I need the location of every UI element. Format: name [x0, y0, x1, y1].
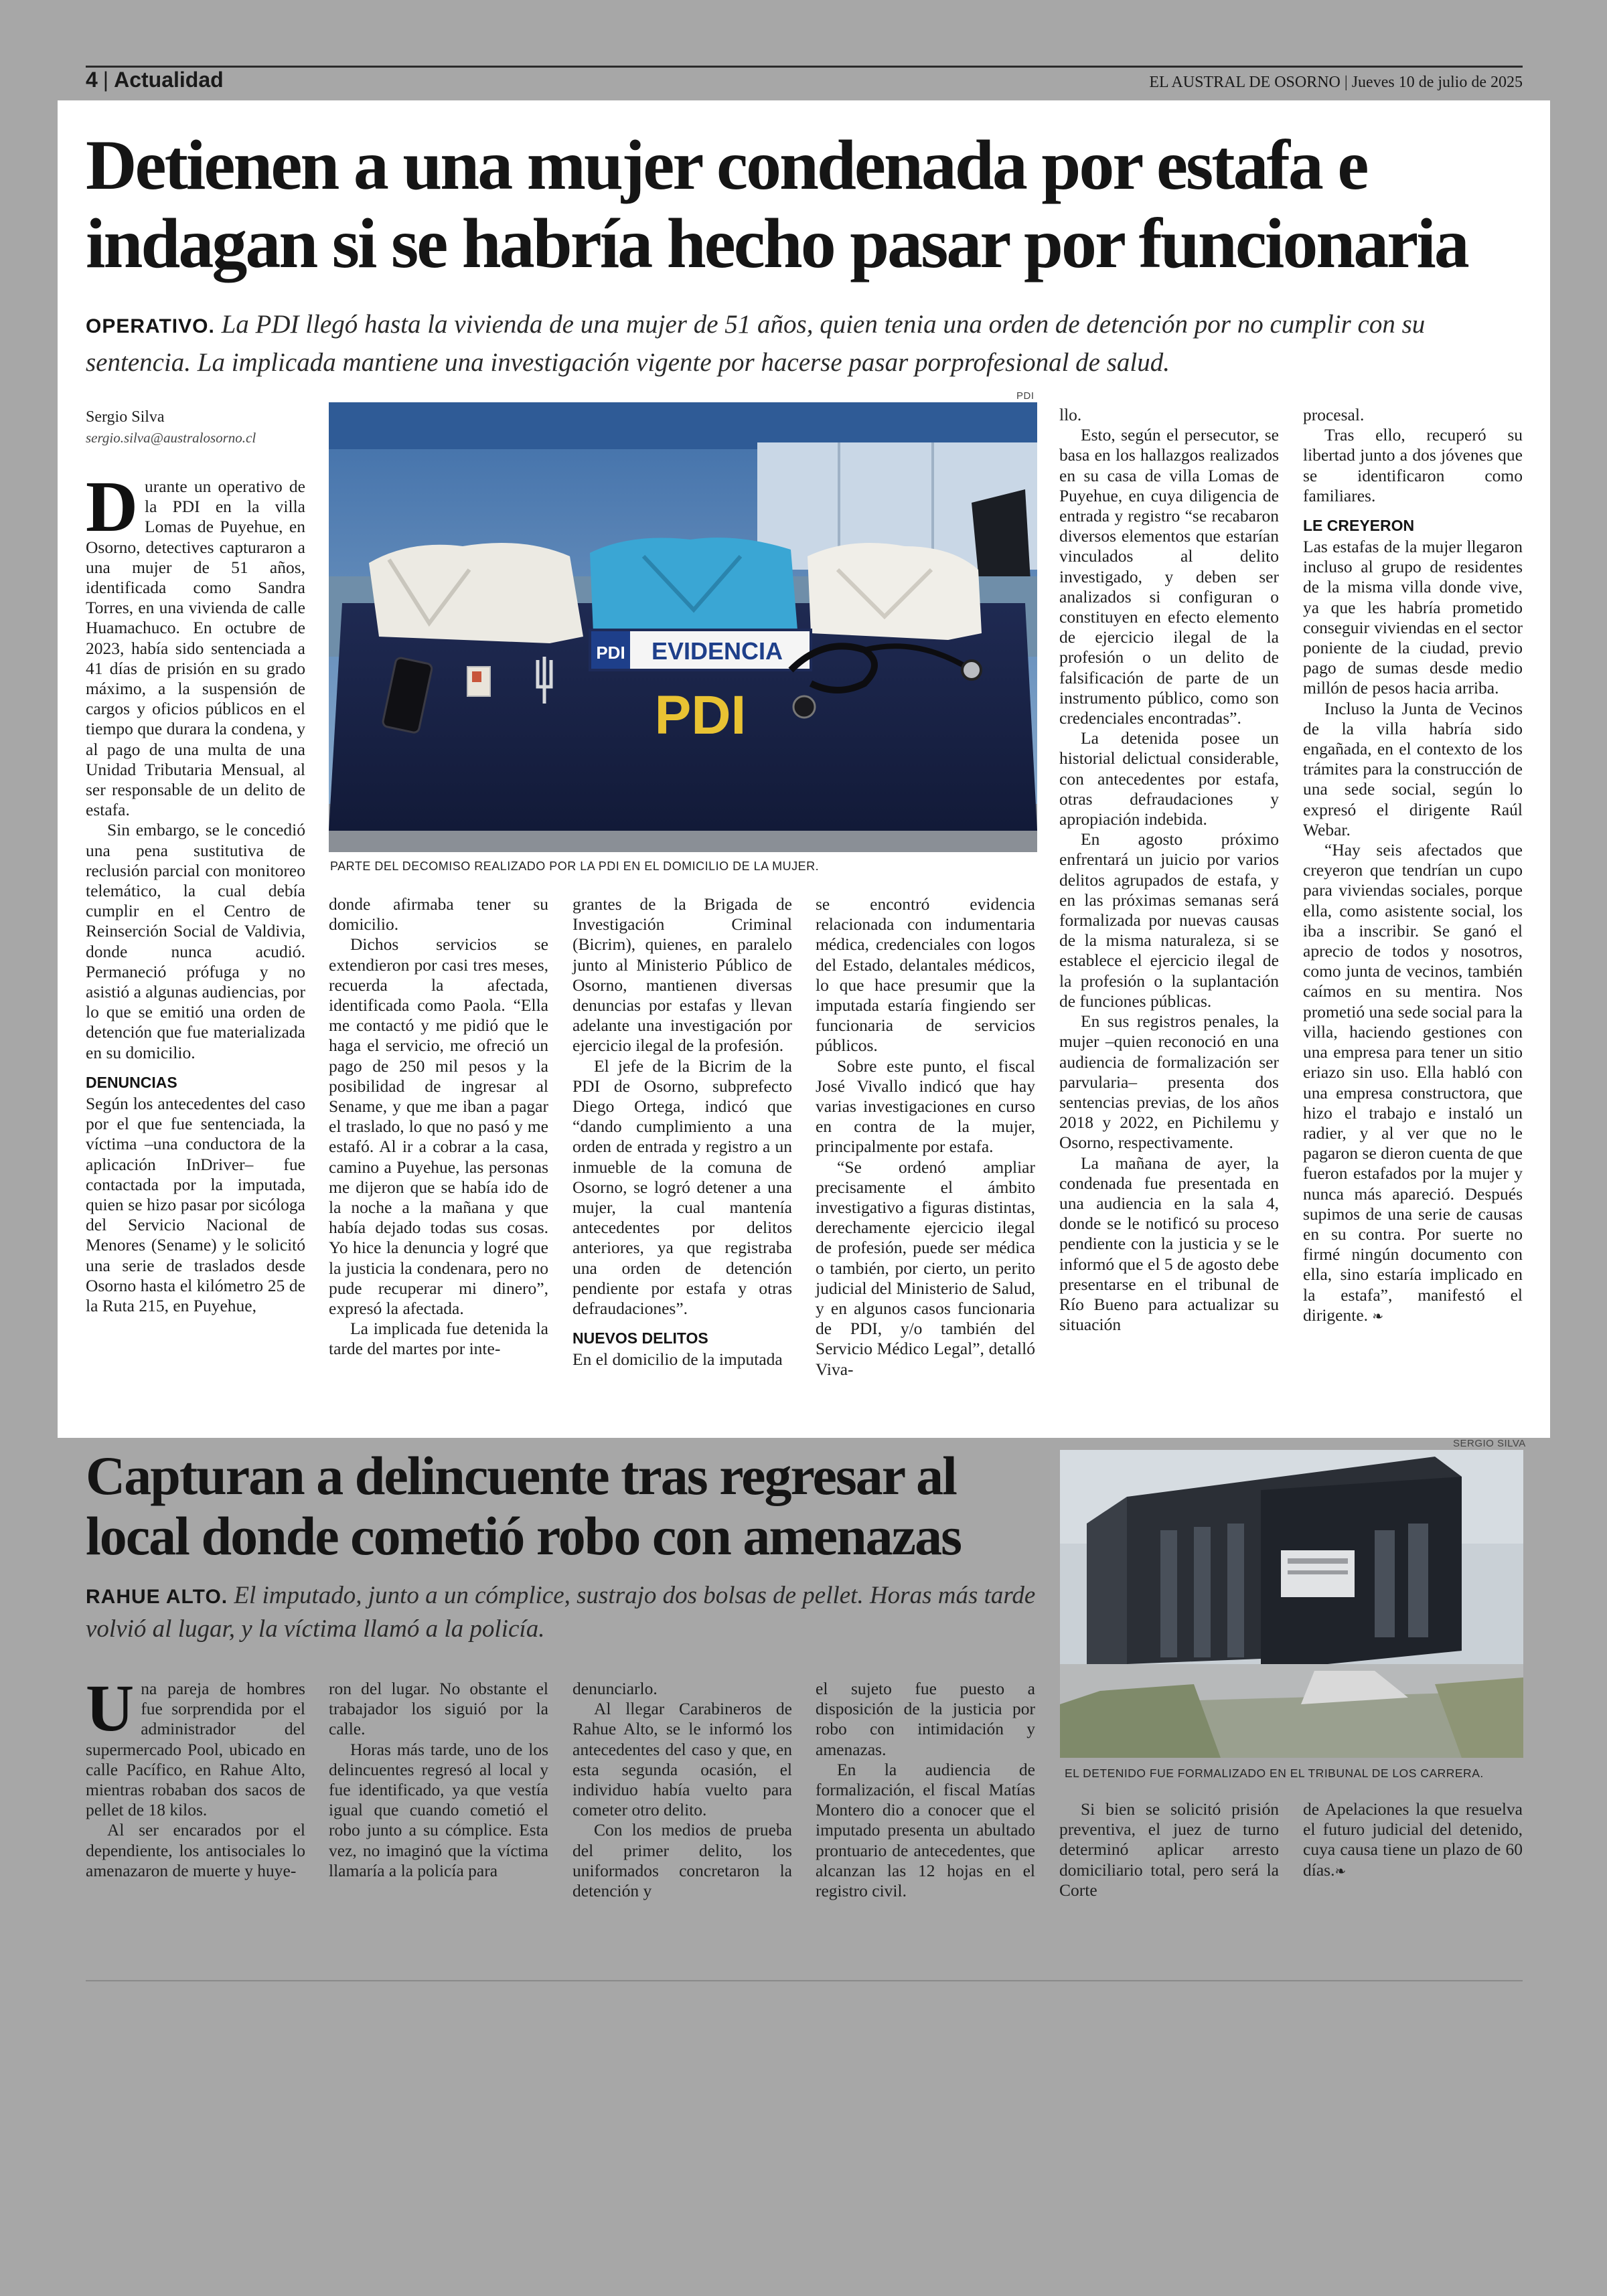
- svg-text:PDI: PDI: [596, 643, 625, 663]
- paragraph: Las estafas de la mujer llegaron incluso al grupo de residentes de la misma villa donde vive, ya que les habría prometido conseguir viviendas en el sector poniente de la ciudad, previo pago de sumas desde medio millón de pesos hacia arriba.: [1303, 537, 1523, 698]
- article2-column-3: [572, 1679, 792, 1901]
- paragraph: La mañana de ayer, la condenada fue presentada en una audiencia en la sala 4, donde se le notificó su proceso pendiente con la justicia y se le informó que el 5 de agosto debe presentarse en el tribunal de Río Bueno para actualizar su situación: [1059, 1153, 1279, 1335]
- article-column-2: [329, 894, 548, 1360]
- paragraph: En el domicilio de la imputada: [572, 1349, 783, 1370]
- bottom-rule: [86, 1980, 1523, 1981]
- article2-dek: [86, 1580, 1037, 1645]
- paragraph: Si bien se solicitó prisión preventiva, el juez de turno determinó aplicar arresto domiciliario total, pero será la Corte: [1059, 1799, 1279, 1900]
- byline-email[interactable]: sergio.silva@australosorno.cl: [86, 430, 256, 446]
- article2-column-1: [86, 1671, 305, 1881]
- paragraph: Con los medios de prueba del primer delito, los uniformados concretaron la detención y: [572, 1820, 792, 1901]
- page-header-publication: EL AUSTRAL DE OSORNO | Jueves 10 de julio de 2025: [1149, 74, 1523, 91]
- dek-kicker: OPERATIVO.: [86, 315, 215, 337]
- article-column-6: [1303, 405, 1523, 1326]
- article2-column-6: [1303, 1799, 1523, 1881]
- paragraph: La implicada fue detenida la tarde del martes por inte-: [329, 1319, 548, 1359]
- article2-column-5: [1059, 1799, 1279, 1900]
- lead-paragraph: Una pareja de hombres fue sorprendida por el administrador del supermercado Pool, ubicado en calle Pacífico, en Rahue Alto, mientras robaban dos sacos de pellet de 18 kilos.: [86, 1671, 305, 1820]
- paragraph: Horas más tarde, uno de los delincuentes regresó al local y fue identificado, ya que vestía igual que cuando cometió el robo junto a su cómplice. Esta vez, no imaginó que la víctima llamaría a la policía para: [329, 1739, 548, 1880]
- paragraph: Al llegar Carabineros de Rahue Alto, se le informó los antecedentes del caso y que, en esta segunda ocasión, el individuo había vuelto para cometer otro delito.: [572, 1699, 792, 1820]
- article-column-5: [1059, 405, 1279, 1335]
- paragraph: Dichos servicios se extendieron por casi tres meses, recuerda la afectada, identificada como Paola. “Ella me contactó y me pidió que le haga el servicio, me ofreció un pago de 250 mil pesos y la posibilidad de ingresar al Sename, y que me iban a pagar el traslado, lo que no pasó y me estafó. Al ir a cobrar a la casa, camino a Puyehue, las personas me dijeron que se había ido de la noche a la mañana y que había dejado todas sus cosas. Yo hice la denuncia y logré que la justicia la condenara, pero no pude recuperar mi dinero”, expresó la afectada.: [329, 934, 548, 1319]
- publication-date: Jueves 10 de julio de 2025: [1351, 74, 1523, 91]
- svg-text:PDI: PDI: [654, 685, 747, 746]
- photo-caption: EL DETENIDO FUE FORMALIZADO EN EL TRIBUNAL DE LOS CARRERA.: [1065, 1767, 1484, 1780]
- paragraph: En agosto próximo enfrentará un juicio por varios delitos agrupados de estafa, y en las próximas semanas será formalizada por nuevas causas de la misma naturaleza, si se establece el ejercicio ilegal de la profesión o la suplantación de funciones públicas.: [1059, 829, 1279, 1011]
- drop-cap: U: [86, 1671, 135, 1745]
- article2-column-4: [816, 1679, 1035, 1901]
- photo-caption: PARTE DEL DECOMISO REALIZADO POR LA PDI EN EL DOMICILIO DE LA MUJER.: [330, 859, 820, 873]
- paragraph: ron del lugar. No obstante el trabajador los siguió por la calle.: [329, 1679, 548, 1739]
- paragraph: donde afirmaba tener su domicilio.: [329, 894, 548, 934]
- subheading-nuevos-delitos: NUEVOS DELITOS: [572, 1329, 708, 1347]
- page-number: 4: [86, 68, 98, 92]
- lead-paragraph: Durante un operativo de la PDI en la villa Lomas de Puyehue, en Osorno, detectives capturaron a una mujer de 51 años, identificada como Sandra Torres, en una vivienda de calle Huamachuco. En octubre de 2023, había sido sentenciada a 41 días de prisión en su grado máximo, a la suspensión de cargos y oficios públicos en el tiempo que durara la condena, y al pago de una multa de una Unidad Tributaria Mensual, al ser responsable de un delito de estafa.: [86, 467, 305, 820]
- paragraph: Tras ello, recuperó su libertad junto a dos jóvenes que se identificaron como familiares.: [1303, 425, 1523, 505]
- paragraph: “Hay seis afectados que creyeron que tendrían un cupo para viviendas sociales, porque ella, como asistente social, los iba a inscribir. Se ganó el aprecio de todos y nosotros, como junta de vecinos, también caímos en su mentira. Nos prometió una sede social para la villa, haciendo gestiones con una empresa para tener un sitio eriazo sin uso. Ella habló con una empresa constructora, que hizo el trabajo e instaló un radier, y al ver que no le pagaron se dieron cuenta de que fueron estafados por la mujer y nunca más apareció. Después supimos de una serie de causas en su contra. Por suerte no firmé ningún documento con ella, sino estaría implicado en la estafa”, manifestó el dirigente. ❧: [1303, 840, 1523, 1325]
- evidence-photo: [329, 402, 1037, 852]
- courthouse-photo-graphic: [1060, 1450, 1523, 1758]
- paragraph: el sujeto fue puesto a disposición de la justicia por robo con intimidación y amenazas.: [816, 1679, 1035, 1759]
- paragraph: Sobre este punto, el fiscal José Vivallo indicó que hay varias investigaciones en curso en contra de la mujer, principalmente por estafa.: [816, 1056, 1035, 1157]
- article2-headline: Capturan a delincuente tras regresar al local donde cometió robo con amenazas: [86, 1445, 961, 1566]
- paragraph: llo.: [1059, 405, 1082, 424]
- paragraph: En sus registros penales, la mujer –quien reconoció en una audiencia de formalización ser parvularia– presenta dos sentencias previas, de los años 2018 y 2022, en Pichilemu y Osorno, respectivamente.: [1059, 1011, 1279, 1153]
- dek-text: La PDI llegó hasta la vivienda de una mujer de 51 años, quien tenia una orden de detención por no cumplir con su sentencia. La implicada mantiene una investigación vigente por hacerse pasar porprofesional de salud.: [86, 310, 1426, 377]
- subheading-denuncias: DENUNCIAS: [86, 1073, 177, 1091]
- paragraph: En la audiencia de formalización, el fiscal Matías Montero dio a conocer que el imputado presenta un abultado prontuario de antecedentes, que alcanzan las 12 hojas en el registro civil.: [816, 1759, 1035, 1901]
- paragraph: procesal.: [1303, 405, 1365, 424]
- end-mark-icon: ❧: [1334, 1862, 1347, 1879]
- paragraph: Al ser encarados por el dependiente, los antisociales lo amenazaron de muerte y huye-: [86, 1820, 305, 1880]
- end-mark-icon: ❧: [1372, 1307, 1384, 1324]
- photo-credit: SERGIO SILVA: [1453, 1438, 1526, 1449]
- paragraph: denunciarlo.: [572, 1679, 658, 1698]
- evidence-photo-graphic: [329, 402, 1037, 852]
- article-column-1: [86, 467, 305, 1316]
- dek-kicker: RAHUE ALTO.: [86, 1586, 228, 1608]
- paragraph: de Apelaciones la que resuelva el futuro judicial del detenido, cuya causa tiene un plazo de 60 días.❧: [1303, 1799, 1523, 1880]
- drop-cap: D: [86, 467, 138, 547]
- article-dek: [86, 307, 1523, 381]
- courthouse-photo: [1060, 1450, 1523, 1758]
- paragraph: Según los antecedentes del caso por el que fue sentenciada, la víctima –una conductora de la aplicación InDriver– fue contactada por la imputada, quien se hizo pasar por sicóloga del Servicio Nacional de Menores (Sename) y le solicitó una serie de traslados desde Osorno hasta el kilómetro 25 de la Ruta 215, en Puyehue,: [86, 1093, 305, 1315]
- svg-text:EVIDENCIA: EVIDENCIA: [651, 637, 783, 665]
- article-column-4: [816, 894, 1035, 1380]
- paragraph: El jefe de la Bicrim de la PDI de Osorno, subprefecto Diego Ortega, indicó que “dando cumplimiento a una orden de entrada y registro a un inmueble de la comuna de Osorno, se logró detener a una mujer, la cual mantenía antecedentes por delitos anteriores, ya que registraba una orden de detención pendiente por estafa y otras defraudaciones”.: [572, 1056, 792, 1319]
- page-header-section: 4 | Actualidad: [86, 68, 224, 92]
- paragraph: La detenida posee un historial delictual considerable, con antecedentes por estafa, otras defraudaciones y apropiación indebida.: [1059, 728, 1279, 829]
- photo-credit: PDI: [1016, 390, 1035, 402]
- section-name: Actualidad: [114, 68, 224, 92]
- article-column-3: [572, 894, 792, 1370]
- subheading-le-creyeron: LE CREYERON: [1303, 517, 1415, 535]
- publication-name: EL AUSTRAL DE OSORNO: [1149, 74, 1341, 91]
- paragraph: “Se ordenó ampliar precisamente el ámbito investigativo a figuras distintas, derechamente ejercicio ilegal de profesión, puede ser médica o también, por cierto, un perito judicial del Ministerio de Salud, y en algunos casos funcionaria de PDI, y/o también del Servicio Médico Legal”, detalló Viva-: [816, 1157, 1035, 1379]
- paragraph: se encontró evidencia relacionada con indumentaria médica, credenciales con logos del Estado, delantales médicos, lo que hace presumir que la imputada estaría fingiendo ser funcionaria de servicios públicos.: [816, 894, 1035, 1056]
- article-headline: Detienen a una mujer condenada por estafa e indagan si se habría hecho pasar por funcionaria: [86, 126, 1468, 282]
- article2-column-2: [329, 1679, 548, 1881]
- dek-text: El imputado, junto a un cómplice, sustrajo dos bolsas de pellet. Horas más tarde volvió al lugar, y la víctima llamó a la policía.: [86, 1582, 1036, 1643]
- byline-author: Sergio Silva: [86, 408, 165, 426]
- paragraph: Sin embargo, se le concedió una pena sustitutiva de reclusión parcial con monitoreo telemático, la cual debía cumplir en el Centro de Reinserción Social de Valdivia, donde nunca acudió. Permaneció prófuga y no asistió a algunas audiencias, por lo que se emitió una orden de detención que fue materializada en su domicilio.: [86, 820, 305, 1062]
- paragraph: grantes de la Brigada de Investigación Criminal (Bicrim), quienes, en paralelo junto al Ministerio Público de Osorno, mantienen diversas denuncias por estafas y llevan adelante una investigación por ejercicio ilegal de la profesión.: [572, 894, 792, 1056]
- paragraph: Esto, según el persecutor, se basa en los hallazgos realizados en su casa de villa Lomas de Puyehue, en cuya diligencia de entrada y registro “se recabaron diversos elementos que estarían vinculados al delito investigado, y deben ser analizados si configuran o constituyen en efecto elemento de ejercicio ilegal de la profesión o un delito de falsificación de parte de un instrumento público, como son credenciales encontradas”.: [1059, 425, 1279, 728]
- header-rule: [86, 66, 1523, 68]
- paragraph: Incluso la Junta de Vecinos de la villa habría sido engañada, en el contexto de los trámites para la construcción de una sede social, según lo expresó el dirigente Raúl Webar.: [1303, 698, 1523, 839]
